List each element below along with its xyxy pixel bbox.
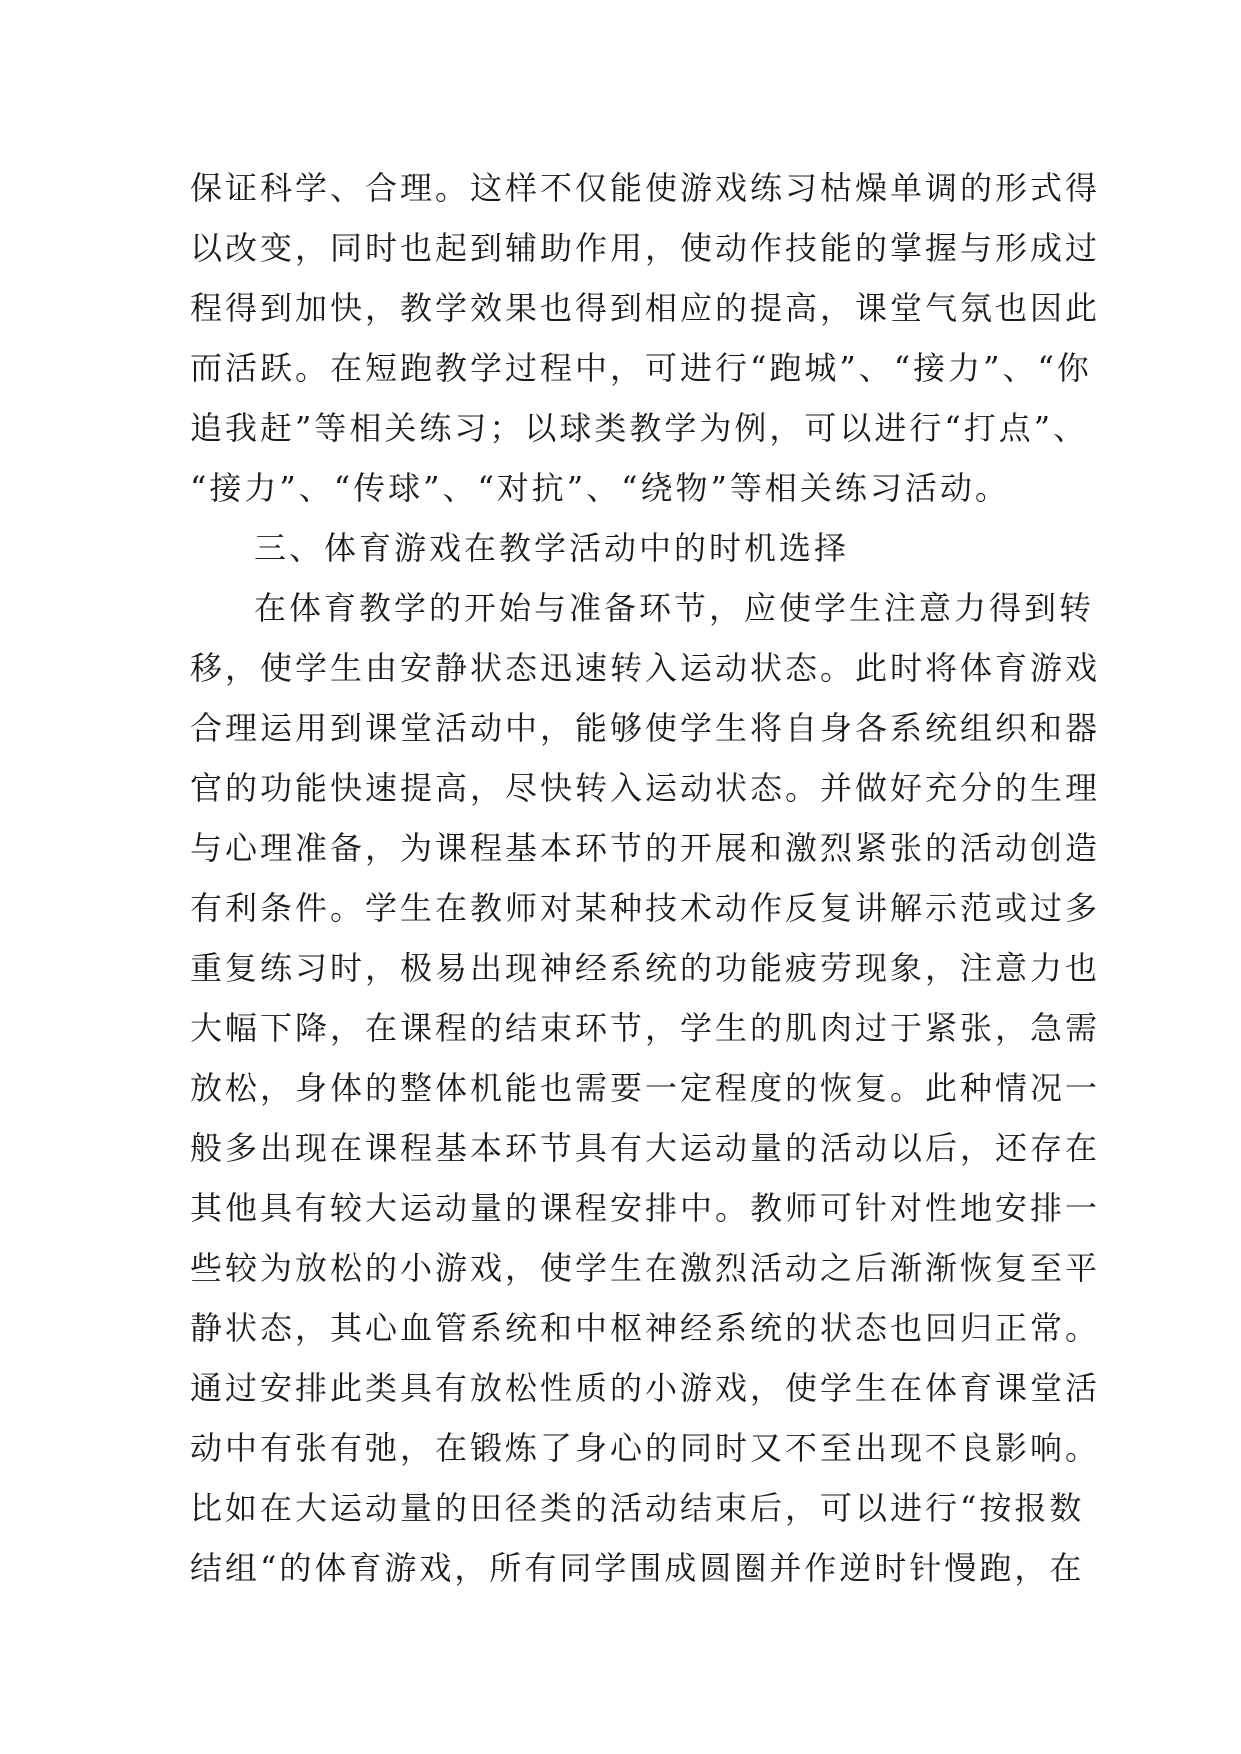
text-line: 追我赶”等相关练习；以球类教学为例，可以进行“打点”、 (190, 409, 1089, 447)
text-line: 重复练习时，极易出现神经系统的功能疲劳现象，注意力也 (190, 949, 1101, 987)
body-text (190, 158, 1101, 1598)
text-line: 静状态，其心血管系统和中枢神经系统的状态也回归正常。 (190, 1309, 1101, 1347)
text-line: 通过安排此类具有放松性质的小游戏，使学生在体育课堂活 (190, 1369, 1101, 1407)
text-line: 官的功能快速提高，尽快转入运动状态。并做好充分的生理 (190, 769, 1101, 807)
text-line: 般多出现在课程基本环节具有大运动量的活动以后，还存在 (190, 1129, 1101, 1167)
text-line: 些较为放松的小游戏，使学生在激烈活动之后渐渐恢复至平 (190, 1249, 1101, 1287)
text-line: 与心理准备，为课程基本环节的开展和激烈紧张的活动创造 (190, 829, 1101, 867)
text-line: 合理运用到课堂活动中，能够使学生将自身各系统组织和器 (190, 709, 1101, 747)
text-line: 结组“的体育游戏，所有同学围成圆圈并作逆时针慢跑，在 (190, 1549, 1085, 1587)
text-line: 移，使学生由安静状态迅速转入运动状态。此时将体育游戏 (190, 649, 1101, 687)
text-line: 有利条件。学生在教师对某种技术动作反复讲解示范或过多 (190, 889, 1101, 927)
text-line: “接力”、“传球”、“对抗”、“绕物”等相关练习活动。 (190, 469, 1010, 507)
text-line: 而活跃。在短跑教学过程中，可进行“跑城”、“接力”、“你 (190, 349, 1092, 387)
paragraph-first-line: 在体育教学的开始与准备环节，应使学生注意力得到转 (254, 589, 1095, 627)
text-line: 保证科学、合理。这样不仅能使游戏练习枯燥单调的形式得 (190, 169, 1101, 207)
section-heading: 三、体育游戏在教学活动中的时机选择 (254, 529, 850, 567)
text-line: 其他具有较大运动量的课程安排中。教师可针对性地安排一 (190, 1189, 1101, 1227)
text-line: 放松，身体的整体机能也需要一定程度的恢复。此种情况一 (190, 1069, 1101, 1107)
text-line: 程得到加快，教学效果也得到相应的提高，课堂气氛也因此 (190, 289, 1101, 327)
text-line: 比如在大运动量的田径类的活动结束后，可以进行“按报数 (190, 1489, 1085, 1527)
text-line: 动中有张有弛，在锻炼了身心的同时又不至出现不良影响。 (190, 1429, 1101, 1467)
text-line: 以改变，同时也起到辅助作用，使动作技能的掌握与形成过 (190, 229, 1101, 267)
text-line: 大幅下降，在课程的结束环节，学生的肌肉过于紧张，急需 (190, 1009, 1101, 1047)
